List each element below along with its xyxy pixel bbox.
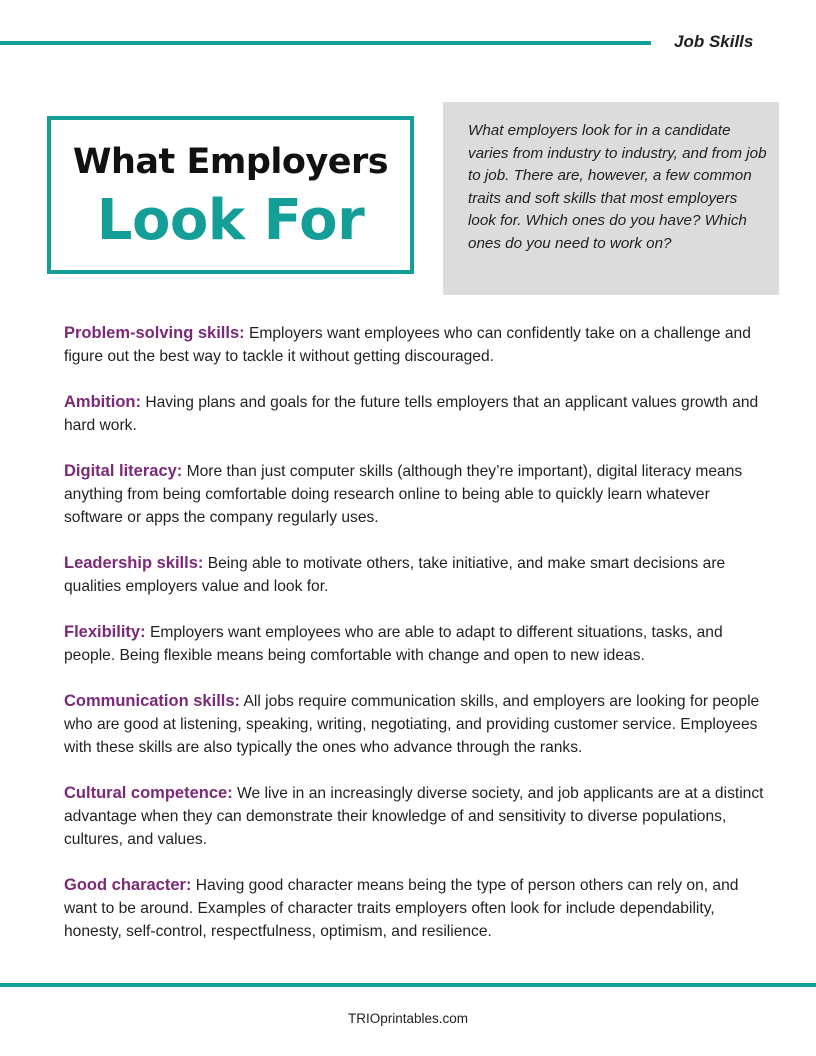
skill-item	[64, 460, 764, 529]
skill-item	[64, 621, 764, 667]
intro-text: What employers look for in a candidate varies from industry to industry, and from job to job. There are, however, a few common traits and soft skills that most employers look for. Which ones do you have? Which ones do you need to work on?	[468, 122, 767, 252]
skill-description: All jobs require communication skills, and employers are looking for people who are good at listening, speaking, writing, negotiating, and providing customer service. Employees with these skills are also typically the ones who advance through the ranks.	[64, 693, 760, 756]
title-box	[47, 116, 414, 274]
intro-box	[443, 102, 779, 295]
skill-heading: Digital literacy:	[64, 462, 183, 480]
skill-heading: Good character:	[64, 876, 192, 894]
skill-item	[64, 690, 764, 759]
skill-heading: Cultural competence:	[64, 784, 233, 802]
skill-description: We live in an increasingly diverse society, and job applicants are at a distinct advantage when they can demonstrate their knowledge of and sensitivity to diverse populations, cultures, and values.	[64, 785, 764, 848]
skill-heading: Flexibility:	[64, 623, 146, 641]
skills-list	[64, 322, 764, 966]
skill-item	[64, 874, 764, 943]
skill-heading: Ambition:	[64, 393, 141, 411]
skill-item	[64, 322, 764, 368]
bottom-rule	[0, 983, 816, 987]
skill-heading: Problem-solving skills:	[64, 324, 245, 342]
skill-heading: Leadership skills:	[64, 554, 204, 572]
skill-item	[64, 552, 764, 598]
skill-item	[64, 782, 764, 851]
top-rule	[0, 41, 651, 45]
skill-description: Having good character means being the type of person others can rely on, and want to be around. Examples of character traits employers often look for include dependability, honesty, self-control, respectfulness, optimism, and resilience.	[64, 877, 739, 940]
skill-heading: Communication skills:	[64, 692, 241, 710]
skill-description: More than just computer skills (although they’re important), digital literacy means anything from being comfortable doing research online to being able to quickly learn whatever software or apps the company regularly uses.	[64, 463, 743, 526]
page-title-line1: What Employers	[72, 142, 389, 182]
skill-description: Employers want employees who can confidently take on a challenge and figure out the best way to tackle it without getting discouraged.	[64, 325, 751, 365]
skill-description: Being able to motivate others, take initiative, and make smart decisions are qualities employers value and look for.	[64, 555, 726, 595]
page-title-line2: Look For	[96, 188, 365, 253]
skill-description: Employers want employees who are able to adapt to different situations, tasks, and people. Being flexible means being comfortable with change and open to new ideas.	[64, 624, 723, 664]
skill-item	[64, 391, 764, 437]
section-label: Job Skills	[674, 32, 754, 51]
skill-description: Having plans and goals for the future tells employers that an applicant values growth and hard work.	[64, 394, 759, 434]
footer-site: TRIOprintables.com	[347, 1011, 469, 1026]
